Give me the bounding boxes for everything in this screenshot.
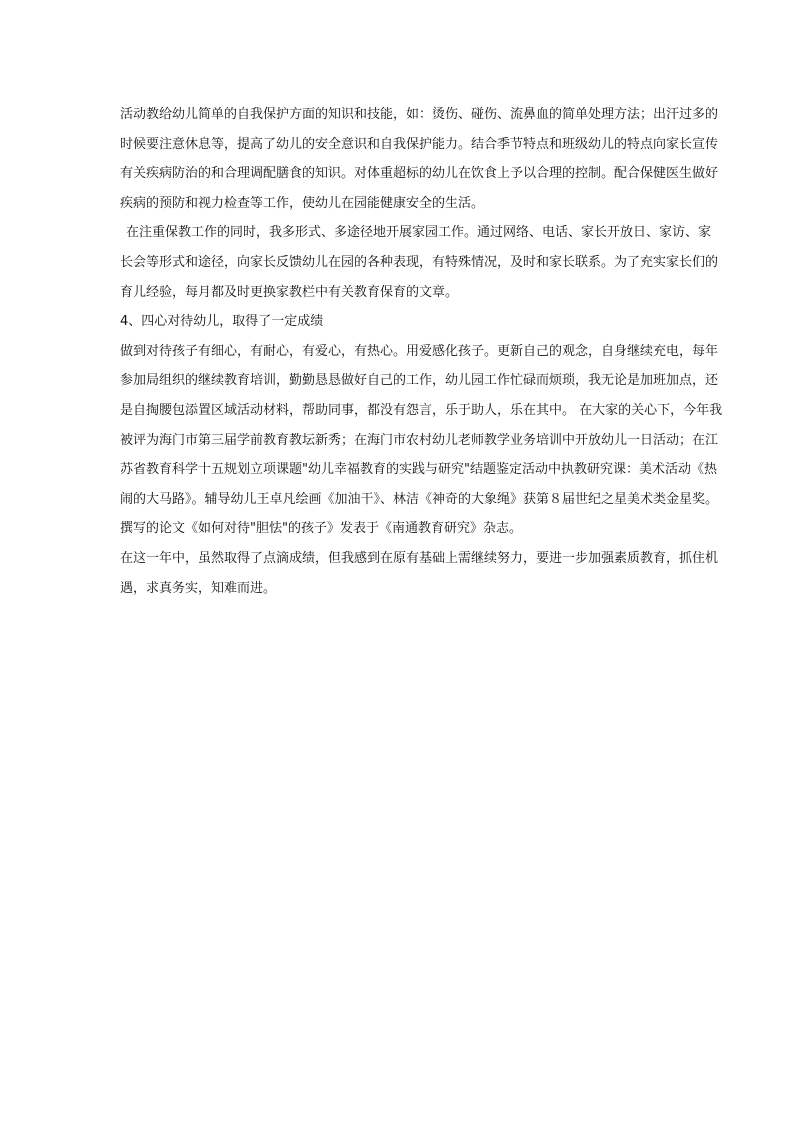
paragraph-line: 被评为海门市第三届学前教育教坛新秀；在海门市农村幼儿老师教学业务培训中开放幼儿一日活动；在江: [120, 432, 719, 448]
paragraph-line: 参加局组织的继续教育培训，勤勤恳恳做好自己的工作，幼儿园工作忙碌而烦琐，我无论是加班加点，还: [120, 373, 719, 389]
paragraph-line: 苏省教育科学十五规划立项课题"幼儿幸福教育的实践与研究"结题鉴定活动中执教研究课：美术活动《热: [120, 462, 717, 478]
paragraph-line: 做到对待孩子有细心，有耐心，有爱心，有热心。用爱感化孩子。更新自己的观念，自身继续充电，每年: [120, 343, 719, 359]
paragraph-line: 撰写的论文《如何对待"胆怯"的孩子》发表于《南通教育研究》杂志。: [120, 521, 522, 537]
paragraph-line: 是自掏腰包添置区域活动材料，帮助同事，都没有怨言，乐于助人，乐在其中。 在大家的关心下，今年我: [120, 402, 723, 418]
document-body: [120, 100, 723, 603]
paragraph-line: 闹的大马路》。辅导幼儿王卓凡绘画《加油干》、林洁《神奇的大象绳》获第８届世纪之星美术类金星奖。: [120, 491, 719, 507]
paragraph-line: 遇，求真务实，知难而进。: [120, 580, 277, 596]
paragraph-line: 时候要注意休息等，提高了幼儿的安全意识和自我保护能力。结合季节特点和班级幼儿的特点向家长宣传: [120, 136, 719, 152]
paragraph-line: 长会等形式和途径，向家长反馈幼儿在园的各种表现，有特殊情况，及时和家长联系。为了充实家长们的: [120, 254, 719, 270]
paragraph-line: 育儿经验，每月都及时更换家教栏中有关教育保育的文章。: [120, 284, 459, 300]
section-heading: 4、四心对待幼儿，取得了一定成绩: [120, 314, 324, 330]
paragraph-line: 在这一年中，虽然取得了点滴成绩，但我感到在原有基础上需继续努力，要进一步加强素质教育，抓住机: [120, 550, 719, 566]
paragraph-line: 活动教给幼儿简单的自我保护方面的知识和技能，如：烫伤、碰伤、流鼻血的简单处理方法；出汗过多的: [120, 107, 719, 122]
paragraph-line: 疾病的预防和视力检查等工作，使幼儿在园能健康安全的生活。: [120, 195, 485, 211]
paragraph-line: 有关疾病防治的和合理调配膳食的知识。对体重超标的幼儿在饮食上予以合理的控制。配合保健医生做好: [120, 166, 719, 182]
paragraph-line: 在注重保教工作的同时，我多形式、多途径地开展家园工作。通过网络、电话、家长开放日、家访、家: [126, 225, 712, 241]
